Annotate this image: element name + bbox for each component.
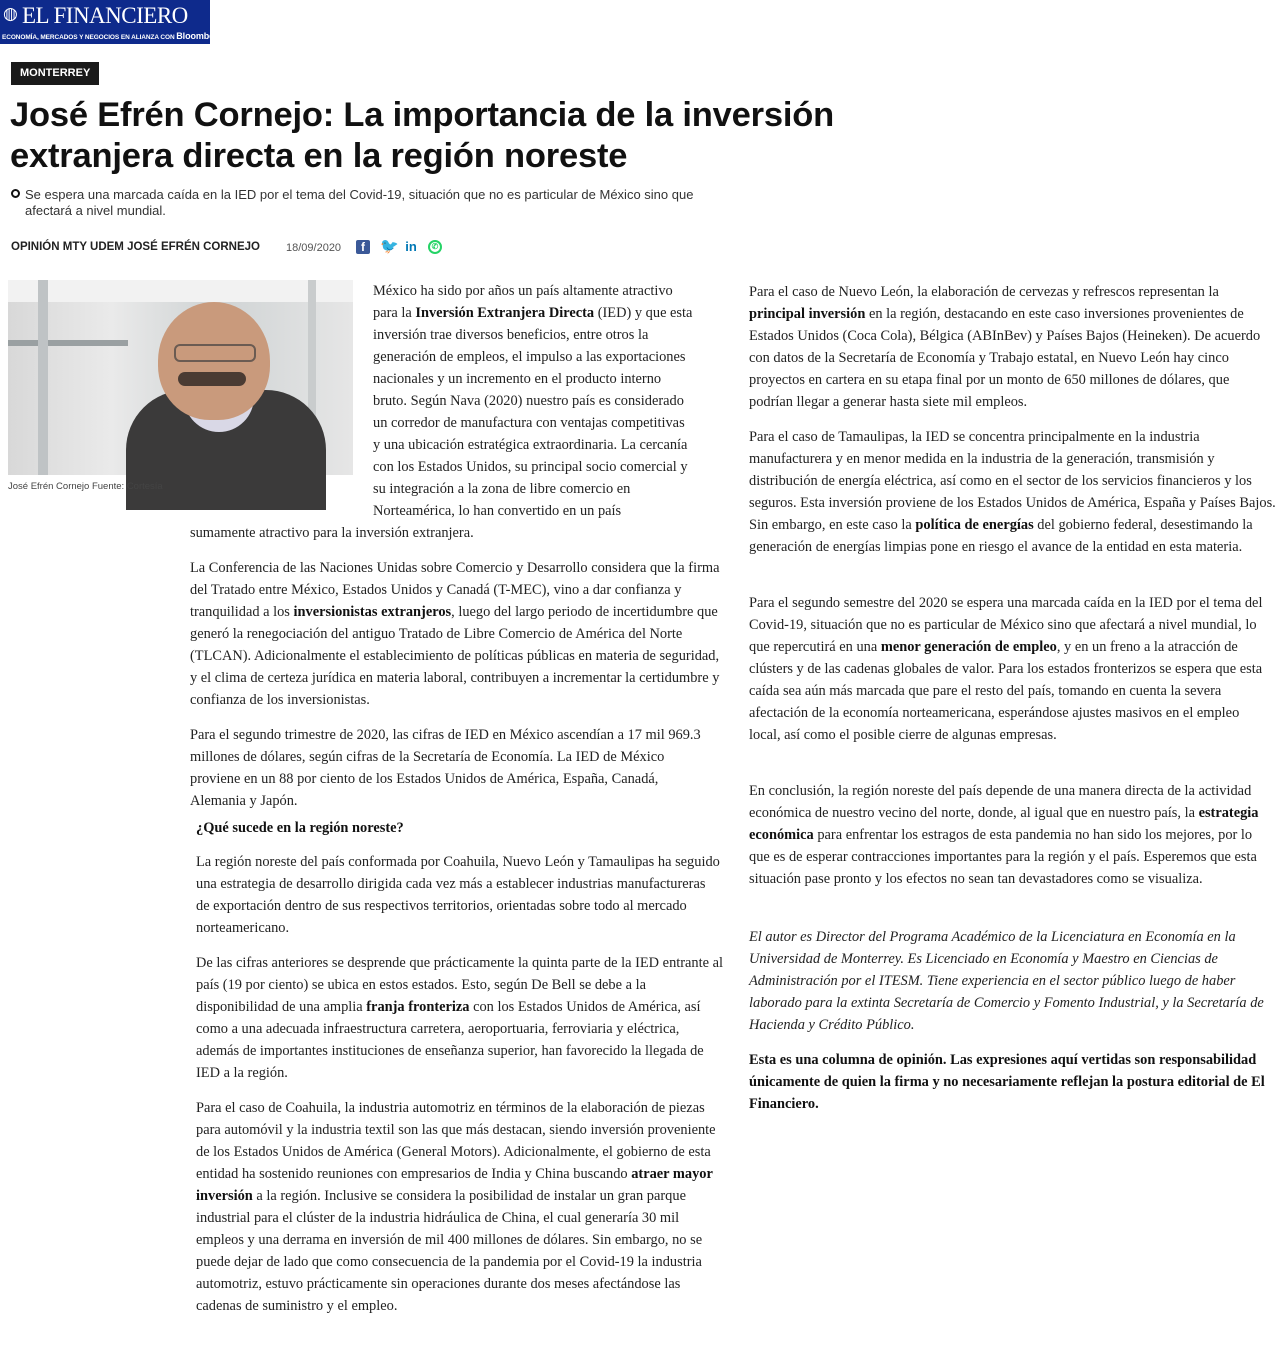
- paragraph-4: La región noreste del país conformada por Coahuila, Nuevo León y Tamaulipas ha seguido una estrategia de desarrollo dirigida cada vez más a establecer industrias manufactureras de exportación dentro de sus respectivos territorios, orientadas sobre todo al mercado norteamericano.: [196, 854, 720, 936]
- author-photo: [8, 280, 353, 475]
- text-line: su integración a la zona de libre comercio en: [373, 481, 631, 497]
- text-line: Norteamérica, lo han convertido en un país: [373, 503, 622, 519]
- text-line: generación de empleos, el impulso a las exportaciones: [373, 349, 686, 365]
- byline[interactable]: OPINIÓN MTY UDEM JOSÉ EFRÉN CORNEJO: [11, 241, 260, 253]
- highlight-link[interactable]: política de energías: [915, 517, 1034, 533]
- highlight-link[interactable]: estrategia económica: [749, 805, 1259, 843]
- section-tag[interactable]: MONTERREY: [11, 62, 99, 85]
- facebook-share-icon[interactable]: f: [356, 240, 370, 254]
- text-line: un corredor de manufactura con ventajas competitivas: [373, 415, 685, 431]
- text-line: para la Inversión Extranjera Directa (IED) y que esta: [373, 305, 693, 321]
- opinion-disclaimer: Esta es una columna de opinión. Las expresiones aquí vertidas son responsabilidad únicamente de quien la firma y no necesariamente reflejan la postura editorial de El Financiero.: [749, 1052, 1265, 1112]
- bullet-icon: [11, 189, 20, 198]
- site-logo[interactable]: [0, 0, 223, 44]
- paragraph-6: Para el caso de Coahuila, la industria automotriz en términos de la elaboración de piezas para automóvil y la industria textil son las que más destacan, siendo inversión proveniente de los Estados Unidos de América (General Motors). Adicionalmente, el gobierno de esta entidad ha sostenido reuniones con empresarios de India y China buscando atraer mayor inversión a la región. Inclusive se considera la posibilidad de instalar un gran parque industrial para el clúster de la industria hidráulica de China, el cual generaría 30 mil empleos y una derrama en inversión de mil 400 millones de dólares. Sin embargo, no se puede dejar de lado que como consecuencia de la pandemia por el Covid-19 la industria automotriz, estuvo prácticamente sin operaciones durante dos meses afectándose las cadenas de suministro y el empleo.: [196, 1100, 716, 1314]
- text-line: nacionales y un incremento en el producto interno: [373, 371, 662, 387]
- linkedin-share-icon[interactable]: in: [405, 239, 417, 254]
- photo-caption: José Efrén Cornejo Fuente: Cortesía: [8, 481, 163, 492]
- paragraph-1-tail: sumamente atractivo para la inversión extranjera.: [190, 525, 474, 541]
- globe-icon: ◍: [3, 4, 18, 24]
- paragraph-8: Para el caso de Tamaulipas, la IED se concentra principalmente en la industria manufacturera y en menor medida en la industria de la generación, transmisión y distribución de energía eléctrica, así como en el sector de los servicios financieros y los seguros. Esta inversión proviene de los Estados Unidos de América, España y Países Bajos. Sin embargo, en este caso la política de energías del gobierno federal, desestimando la generación de energías limpias pone en riesgo el avance de la entidad en esta materia.: [749, 429, 1276, 555]
- paragraph-7: Para el caso de Nuevo León, la elaboración de cervezas y refrescos representan la principal inversión en la región, destacando en este caso inversiones provenientes de Estados Unidos (Coca Cola), Bélgica (ABInBev) y Países Bajos (Heineken). De acuerdo con datos de la Secretaría de Economía y Trabajo estatal, en Nuevo León hay cinco proyectos en cartera en su etapa final por un monto de 650 millones de dólares, que podrían llegar a generar hasta siete mil empleos.: [749, 284, 1261, 410]
- publish-date: 18/09/2020: [286, 242, 342, 254]
- text-line: inversión trae diversos beneficios, entre otros la: [373, 327, 649, 343]
- article-summary: Se espera una marcada caída en la IED por el tema del Covid-19, situación que no es particular de México sino que afectará a nivel mundial.: [11, 187, 731, 219]
- paragraph-3: Para el segundo trimestre de 2020, las cifras de IED en México ascendían a 17 mil 969.3 millones de dólares, según cifras de la Secretaría de Economía. La IED de México proviene en un 88 por ciento de los Estados Unidos de América, España, Canadá, Alemania y Japón.: [190, 727, 701, 809]
- text-line: México ha sido por años un país altamente atractivo: [373, 283, 673, 299]
- author-note: El autor es Director del Programa Académico de la Licenciatura en Economía en la Universidad de Monterrey. Es Licenciado en Economía y Maestro en Ciencias de Administración por el ITESM. Tiene experiencia en el sector público luego de haber laborado para la extinta Secretaría de Comercio y Fomento Industrial, y la Secretaría de Hacienda y Crédito Público.: [749, 929, 1264, 1033]
- paragraph-10: En conclusión, la región noreste del país depende de una manera directa de la actividad económica de nuestro vecino del norte, donde, al igual que en nuestro país, la estrategia económica para enfrentar los estragos de esta pandemia no han sido los mejores, por lo que es de esperar contracciones importantes para la región y el país. Esperemos que esta situación pase pronto y los efectos no sean tan devastadores como se visualiza.: [749, 783, 1259, 887]
- highlight-link[interactable]: atraer mayor inversión: [196, 1166, 713, 1204]
- highlight-link[interactable]: inversionistas extranjeros: [293, 604, 452, 620]
- text-line: con los Estados Unidos, su principal socio comercial y: [373, 459, 688, 475]
- text-line: bruto. Según Nava (2020) nuestro país es considerado: [373, 393, 684, 409]
- highlight-link[interactable]: Inversión Extranjera Directa: [415, 305, 595, 321]
- text-line: y una ubicación estratégica extraordinaria. La cercanía: [373, 437, 688, 453]
- whatsapp-share-icon[interactable]: ✆: [428, 240, 442, 254]
- paragraph-2: La Conferencia de las Naciones Unidas sobre Comercio y Desarrollo considera que la firma del Tratado entre México, Estados Unidos y Canadá (T-MEC), vino a dar confianza y tranquilidad a los inversionistas extranjeros, luego del largo periodo de incertidumbre que generó la renegociación del antiguo Tratado de Libre Comercio de América del Norte (TLCAN). Adicionalmente el establecimiento de políticas públicas en materia de seguridad, y el clima de certeza jurídica en materia laboral, contribuyen a incrementar la certidumbre y confianza de los inversionistas.: [190, 560, 720, 708]
- paragraph-1-lines: [373, 280, 718, 522]
- logo-name: EL FINANCIERO: [22, 3, 188, 28]
- article-headline: José Efrén Cornejo: La importancia de la inversión extranjera directa en la región noreste: [10, 96, 834, 175]
- logo-tagline: ECONOMÍA, MERCADOS Y NEGOCIOS EN ALIANZA CON Bloomberg: [2, 31, 223, 41]
- highlight-link[interactable]: principal inversión: [749, 306, 866, 322]
- paragraph-9: Para el segundo semestre del 2020 se espera una marcada caída en la IED por el tema del Covid-19, situación que no es particular de México sino que afectará a nivel mundial, lo que repercutirá en una menor generación de empleo, y en un freno a la atracción de clústers y de las cadenas globales de valor. Para los estados fronterizos se espera que esta caída sea aún más marcada que pare el resto del país, tomando en cuenta la severa afectación de la economía norteamericana, esperándose ajustes masivos en el empleo local, así como el posible cierre de algunas empresas.: [749, 595, 1263, 743]
- section-subheading: ¿Qué sucede en la región noreste?: [196, 820, 404, 836]
- highlight-link[interactable]: franja fronteriza: [366, 999, 470, 1015]
- paragraph-1-wrapped: [373, 280, 718, 522]
- highlight-link[interactable]: menor generación de empleo: [880, 639, 1057, 655]
- paragraph-5: De las cifras anteriores se desprende que prácticamente la quinta parte de la IED entrante al país (19 por ciento) se ubica en estos estados. Esto, según De Bell se debe a la disponibilidad de una amplia franja fronteriza con los Estados Unidos de América, así como a una adecuada infraestructura carretera, aeroportuaria, ferroviaria y eléctrica, además de importantes instituciones de enseñanza superior, han favorecido la llegada de IED a la región.: [196, 955, 724, 1081]
- twitter-share-icon[interactable]: 🐦: [380, 238, 399, 255]
